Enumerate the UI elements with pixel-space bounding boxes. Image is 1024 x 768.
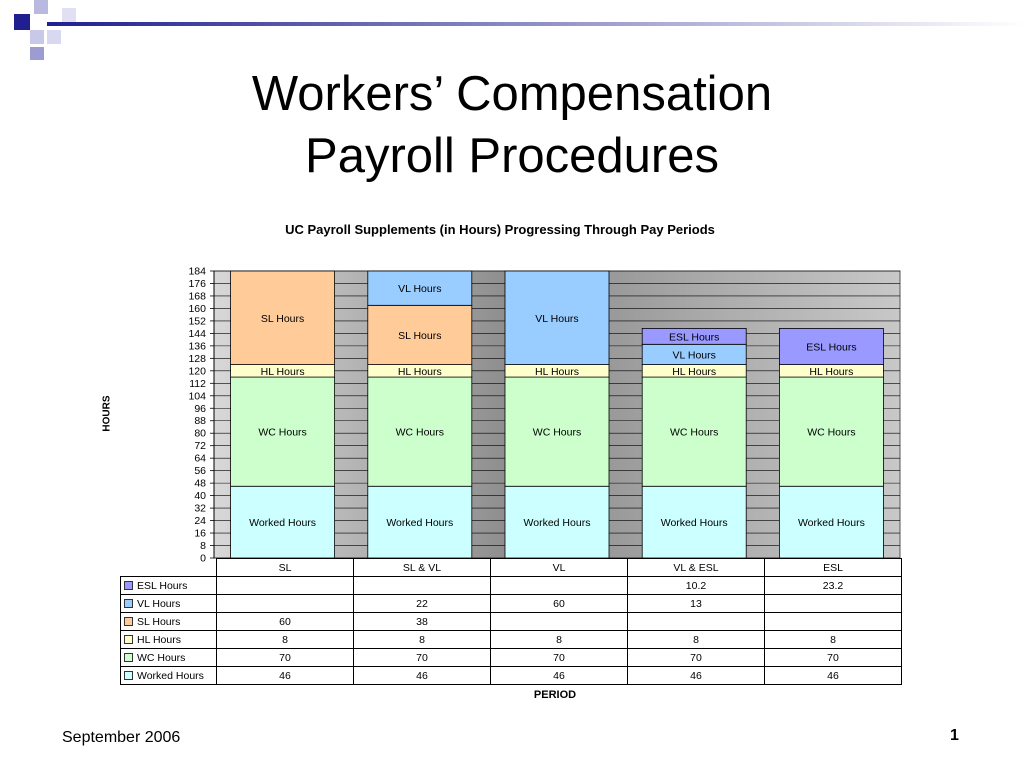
data-label: 46 <box>628 667 765 685</box>
data-label <box>628 613 765 631</box>
bar-segment-label: Worked Hours <box>386 517 454 530</box>
y-tick-label: 72 <box>194 440 206 453</box>
y-tick-label: 112 <box>189 377 206 390</box>
footer-date: September 2006 <box>62 729 181 746</box>
table-row <box>121 649 902 667</box>
legend-swatch <box>124 617 133 626</box>
legend-swatch <box>124 581 133 590</box>
bar-segment-label: VL Hours <box>672 349 716 362</box>
y-tick-label: 168 <box>188 290 206 303</box>
data-label: 46 <box>765 667 902 685</box>
x-category-label: ESL <box>765 559 902 577</box>
y-tick-label: 48 <box>194 477 206 490</box>
legend-swatch <box>124 599 133 608</box>
y-tick-label: 152 <box>188 315 206 328</box>
legend-entry <box>121 595 217 613</box>
legend-label: ESL Hours <box>137 579 188 592</box>
data-label: 70 <box>765 649 902 667</box>
data-label: 70 <box>217 649 354 667</box>
y-axis-label: HOURS <box>101 395 113 432</box>
legend-label: Worked Hours <box>137 669 204 682</box>
table-row <box>121 613 902 631</box>
x-category-label: SL <box>217 559 354 577</box>
legend-label: HL Hours <box>137 633 181 646</box>
table-row <box>121 631 902 649</box>
legend-swatch <box>124 671 133 680</box>
bar-segment-label: ESL Hours <box>806 341 857 354</box>
y-tick-label: 136 <box>188 340 206 353</box>
bar-segment-label: Worked Hours <box>660 517 728 530</box>
y-tick-label: 184 <box>188 265 206 278</box>
legend-label: WC Hours <box>137 651 186 664</box>
slide-title-line-2: Payroll Procedures <box>305 129 719 183</box>
table-corner <box>121 559 217 577</box>
data-label: 8 <box>628 631 765 649</box>
data-label: 8 <box>491 631 628 649</box>
bar-segment-label: WC Hours <box>395 426 445 439</box>
data-label: 46 <box>354 667 491 685</box>
table-row <box>121 595 902 613</box>
y-tick-label: 40 <box>194 490 206 503</box>
y-tick-label: 24 <box>194 515 206 528</box>
data-label: 38 <box>354 613 491 631</box>
y-tick-label: 104 <box>188 390 206 403</box>
data-label: 70 <box>354 649 491 667</box>
y-tick-label: 8 <box>200 540 206 553</box>
x-axis-label: PERIOD <box>533 689 577 701</box>
data-label <box>354 577 491 595</box>
legend-swatch <box>124 635 133 644</box>
legend-entry <box>121 667 217 685</box>
bar-segment-label: HL Hours <box>260 365 305 378</box>
data-label <box>765 595 902 613</box>
data-label <box>491 613 628 631</box>
data-label <box>491 577 628 595</box>
y-tick-label: 64 <box>194 452 206 465</box>
bar-segment-label: WC Hours <box>258 426 307 439</box>
legend-label: SL Hours <box>137 615 181 628</box>
legend-label: VL Hours <box>137 597 181 610</box>
y-tick-label: 144 <box>188 327 206 340</box>
data-label: 70 <box>491 649 628 667</box>
data-label <box>217 595 354 613</box>
data-label: 60 <box>217 613 354 631</box>
bar-segment-label: Worked Hours <box>249 517 317 530</box>
y-tick-label: 88 <box>194 415 206 428</box>
table-header-row <box>121 559 902 577</box>
y-tick-label: 128 <box>188 352 206 365</box>
y-tick-label: 80 <box>194 427 206 440</box>
x-category-label: VL & ESL <box>628 559 765 577</box>
bar-segment-label: VL Hours <box>535 312 579 325</box>
data-label: 46 <box>217 667 354 685</box>
data-table <box>120 558 902 685</box>
data-label: 60 <box>491 595 628 613</box>
data-label: 22 <box>354 595 491 613</box>
x-category-label: VL <box>491 559 628 577</box>
bar-segment-label: HL Hours <box>672 365 717 378</box>
bar-segment-label: WC Hours <box>532 426 582 439</box>
bar-segment-label: WC Hours <box>807 426 856 439</box>
y-tick-label: 96 <box>194 402 206 415</box>
bar-segment-label: HL Hours <box>809 365 854 378</box>
bar-segment-label: HL Hours <box>397 365 442 378</box>
data-label <box>217 577 354 595</box>
legend-entry <box>121 613 217 631</box>
y-tick-label: 56 <box>194 465 206 478</box>
y-tick-label: 176 <box>188 277 206 290</box>
y-tick-label: 32 <box>194 502 206 515</box>
bar-segment-label: HL Hours <box>535 365 579 378</box>
table-row <box>121 667 902 685</box>
data-label <box>765 613 902 631</box>
data-label: 8 <box>765 631 902 649</box>
slide-title-line-1: Workers’ Compensation <box>251 67 773 121</box>
bar-segment-label: VL Hours <box>398 283 442 296</box>
bar-segment-label: ESL Hours <box>669 331 720 344</box>
legend-entry <box>121 577 217 595</box>
legend-entry <box>121 631 217 649</box>
data-label: 10.2 <box>628 577 765 595</box>
bar-segment-label: Worked Hours <box>523 517 591 530</box>
y-tick-label: 16 <box>194 527 206 540</box>
data-label: 23.2 <box>765 577 902 595</box>
legend-entry <box>121 649 217 667</box>
table-row <box>121 577 902 595</box>
data-label: 13 <box>628 595 765 613</box>
bar-segment-label: WC Hours <box>669 426 719 439</box>
bar-segment-label: SL Hours <box>260 312 305 325</box>
data-label: 8 <box>217 631 354 649</box>
data-label: 8 <box>354 631 491 649</box>
bar-segment-label: SL Hours <box>398 329 442 342</box>
data-label: 70 <box>628 649 765 667</box>
page-number: 1 <box>950 727 959 744</box>
y-tick-label: 160 <box>188 302 206 315</box>
y-tick-label: 120 <box>188 365 206 378</box>
legend-swatch <box>124 653 133 662</box>
x-category-label: SL & VL <box>354 559 491 577</box>
data-label: 46 <box>491 667 628 685</box>
bar-segment-label: Worked Hours <box>797 517 865 530</box>
chart-title: UC Payroll Supplements (in Hours) Progressing Through Pay Periods <box>285 222 715 237</box>
y-tick-label: 0 <box>200 552 206 565</box>
